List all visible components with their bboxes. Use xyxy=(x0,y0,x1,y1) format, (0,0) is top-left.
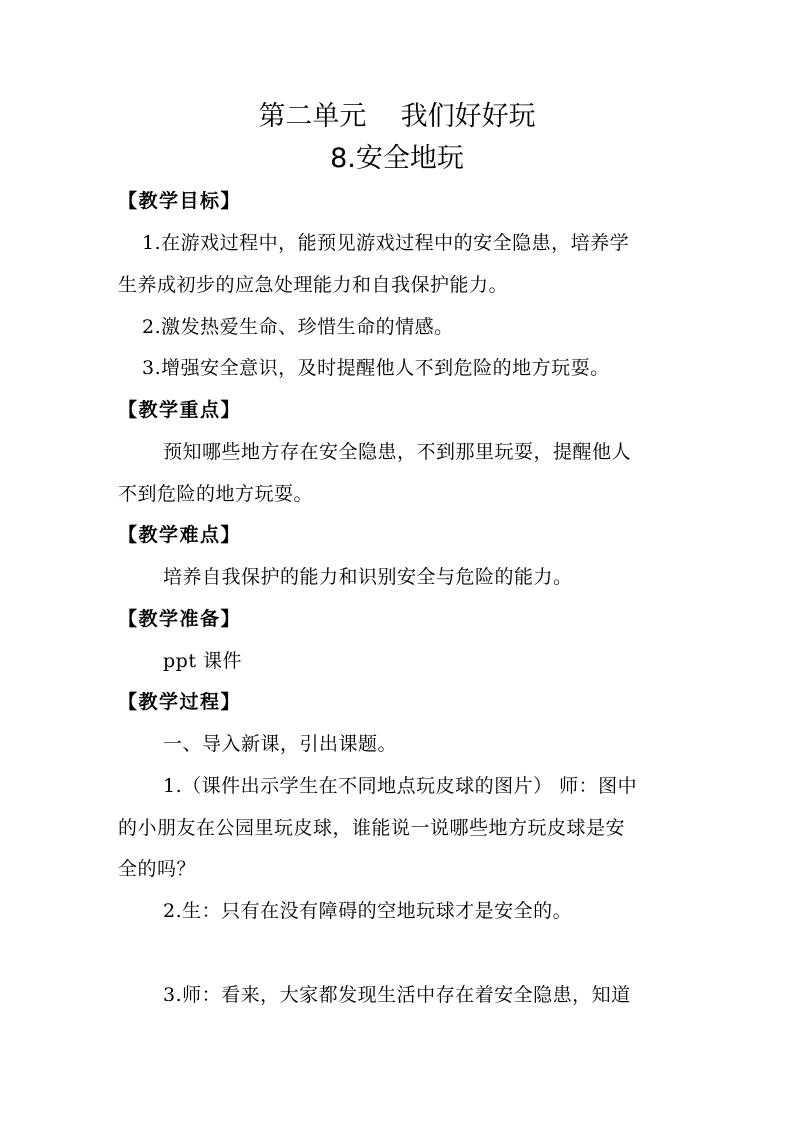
process-2: 2.生：只有在没有障碍的空地玩球才是安全的。 xyxy=(163,900,573,922)
difficulties-heading: 【教学难点】 xyxy=(118,524,242,546)
process-1-line-3: 全的吗？ xyxy=(118,858,197,880)
objective-3: 3.增强安全意识，及时提醒他人不到危险的地方玩耍。 xyxy=(142,357,610,379)
process-heading: 【教学过程】 xyxy=(118,691,242,713)
key-points-line-1: 预知哪些地方存在安全隐患，不到那里玩耍，提醒他人 xyxy=(163,441,632,463)
preparation-heading: 【教学准备】 xyxy=(118,608,242,630)
objective-1-line-1: 1.在游戏过程中，能预见游戏过程中的安全隐患，培养学 xyxy=(142,232,630,254)
key-points-heading: 【教学重点】 xyxy=(118,399,242,421)
process-step-title: 一、导入新课，引出课题。 xyxy=(163,733,398,755)
difficulties-text: 培养自我保护的能力和识别安全与危险的能力。 xyxy=(163,566,573,588)
objective-2: 2.激发热爱生命、珍惜生命的情感。 xyxy=(142,316,454,338)
process-1-line-1: 1.（课件出示学生在不同地点玩皮球的图片） 师：图中 xyxy=(163,775,638,797)
preparation-text: ppt 课件 xyxy=(163,650,243,672)
objective-1-line-2: 生养成初步的应急处理能力和自我保护能力。 xyxy=(118,274,509,296)
lesson-title: 8.安全地玩 xyxy=(330,143,464,174)
objectives-heading: 【教学目标】 xyxy=(118,190,242,212)
process-1-line-2: 的小朋友在公园里玩皮球，谁能说一说哪些地方玩皮球是安 xyxy=(118,817,626,839)
unit-title: 第二单元 我们好好玩 xyxy=(258,101,536,132)
process-3: 3.师：看来，大家都发现生活中存在着安全隐患，知道 xyxy=(163,984,631,1006)
key-points-line-2: 不到危险的地方玩耍。 xyxy=(118,483,314,505)
